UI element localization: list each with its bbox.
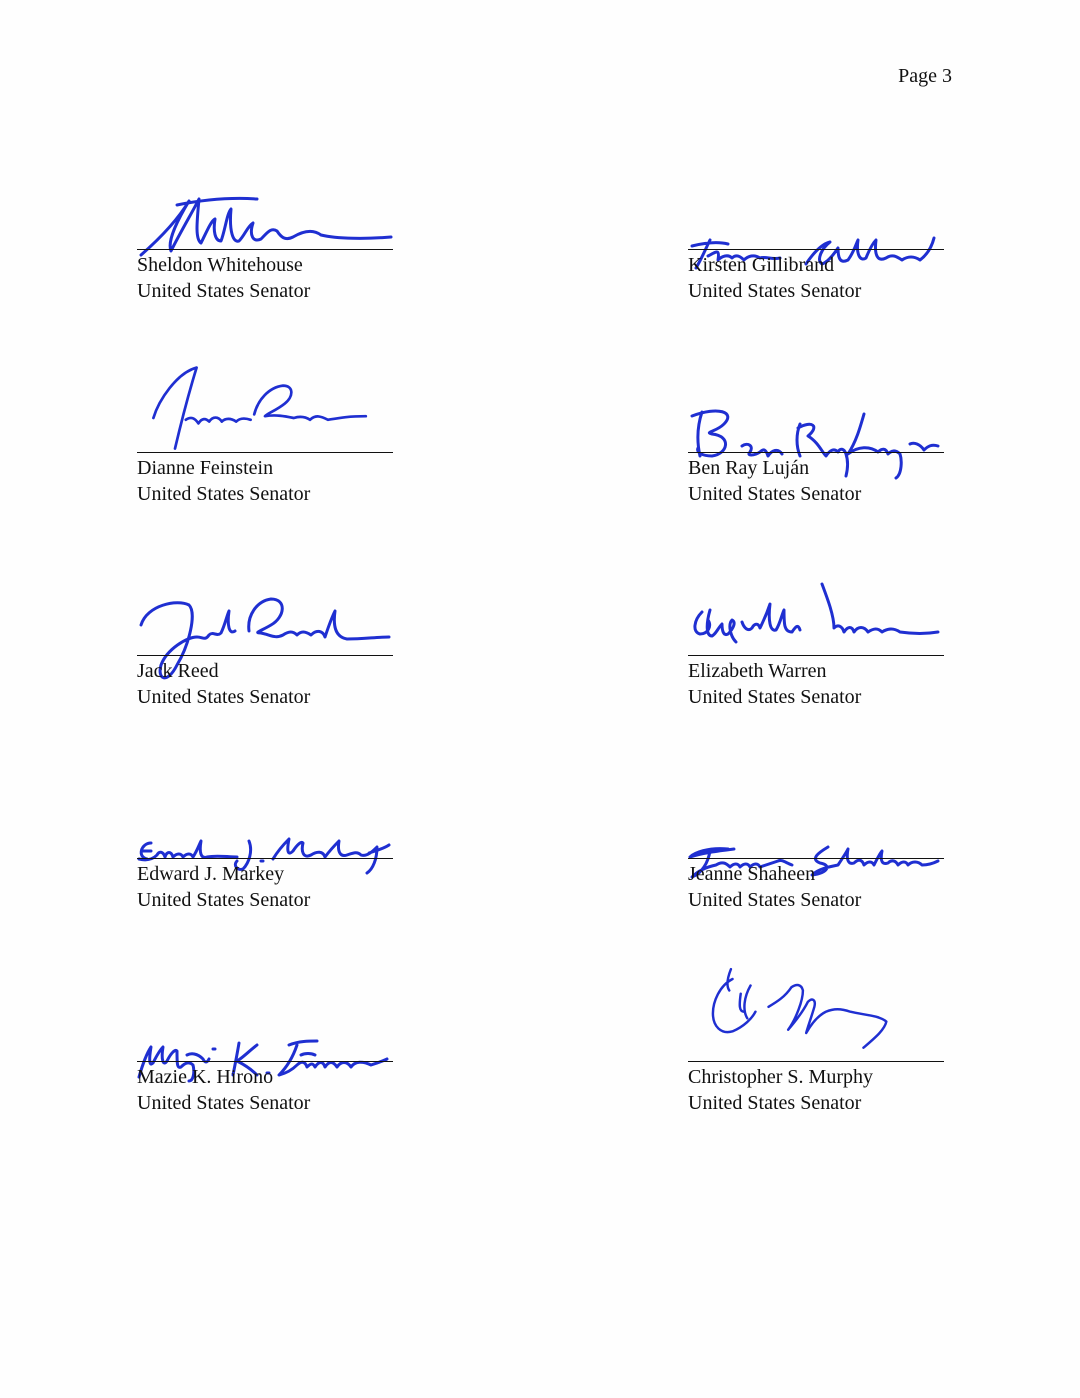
- signer-name: Jack Reed: [137, 660, 219, 682]
- signature-line: [688, 858, 944, 859]
- signature-line: [137, 1061, 393, 1062]
- signature-line: [137, 858, 393, 859]
- signature-line: [137, 249, 393, 250]
- signer-title: United States Senator: [137, 483, 311, 505]
- signer-title: United States Senator: [688, 889, 862, 911]
- signer-title: United States Senator: [137, 1092, 311, 1114]
- signer-name: Mazie K. Hirono: [137, 1066, 274, 1088]
- signer-name: Kirsten Gillibrand: [688, 254, 835, 276]
- signature-line: [688, 452, 944, 453]
- signer-name: Elizabeth Warren: [688, 660, 827, 682]
- signature-line: [137, 655, 393, 656]
- signer-name: Dianne Feinstein: [137, 457, 274, 479]
- signature-line: [137, 452, 393, 453]
- signer-title: United States Senator: [688, 280, 862, 302]
- signer-name: Ben Ray Luján: [688, 457, 810, 479]
- page-number: Page 3: [898, 65, 952, 87]
- signer-name: Edward J. Markey: [137, 863, 285, 885]
- signer-title: United States Senator: [688, 1092, 862, 1114]
- signer-name: Jeanne Shaheen: [688, 863, 816, 885]
- signature-line: [688, 249, 944, 250]
- signature-line: [688, 1061, 944, 1062]
- signer-name: Christopher S. Murphy: [688, 1066, 873, 1088]
- signer-title: United States Senator: [688, 686, 862, 708]
- signature-line: [688, 655, 944, 656]
- signature-hirono: [137, 1013, 393, 1103]
- signature-murphy: [688, 961, 944, 1051]
- signer-name: Sheldon Whitehouse: [137, 254, 303, 276]
- signature-warren: [688, 575, 944, 665]
- signer-title: United States Senator: [137, 889, 311, 911]
- signer-title: United States Senator: [137, 280, 311, 302]
- signer-title: United States Senator: [137, 686, 311, 708]
- signature-feinstein: [137, 364, 393, 454]
- signer-title: United States Senator: [688, 483, 862, 505]
